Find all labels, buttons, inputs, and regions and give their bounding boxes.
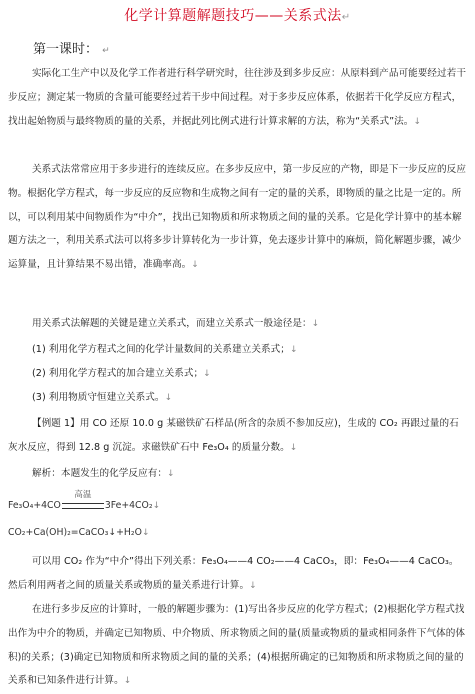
analysis-line: 解析：本题发生的化学反应有：↓ — [32, 468, 175, 479]
paragraph-mark: ↓ — [167, 469, 175, 479]
paragraph-mark: ↓ — [289, 345, 298, 355]
equals-sign — [62, 503, 104, 509]
paragraph-mark: ↓ — [249, 580, 257, 591]
method-item-1: (1) 利用化学方程式之间的化学计量数间的关系建立关系式；↓ — [32, 344, 298, 355]
paragraph-mark: ↵ — [102, 46, 110, 56]
equation-1: Fe₃O₄+4CO 高温 3Fe+4CO₂↓ — [8, 490, 161, 511]
steps-paragraph: 在进行多步反应的计算时，一般的解题步骤为：(1)写出各步反应的化学方程式；(2)根据化学方程式找出作为中介的物质，并确定已知物质、中介物质、所求物质之间的量(质量或物质的量或相同条件下气体的体积)的关系；(3)确定已知物质和所求物质之间的量的关系；(4)根据所确定的已知物质和所求物质之间的量的关系和已知条件进行计算。↓ — [8, 604, 466, 687]
method-paragraph: 关系式法常常应用于多步进行的连续反应。在多步反应中，第一步反应的产物，即是下一步反应的反应物。根据化学方程式，每一步反应的反应物和生成物之间有一定的量的关系，即物质的量之比是一定的。所以，可以利用某中间物质作为“中介”，找出已知物质和所求物质之间的量的关系。它是化学计算中的基本解题方法之一，利用关系式法可以将多步计算转化为一步计算，免去逐步计算中的麻烦，简化解题步骤，减少运算量，且计算结果不易出错，准确率高。↓ — [8, 164, 466, 271]
relation-paragraph: 可以用 CO₂ 作为“中介”得出下列关系：Fe₃O₄——4 CO₂——4 CaCO₃，即：Fe₃O₄——4 CaCO₃。然后利用两者之间的质量关系或物质的量关系进行计算。↓ — [8, 556, 459, 591]
paragraph-mark: ↓ — [311, 319, 320, 329]
paragraph-mark: ↓ — [203, 369, 211, 379]
paragraph-mark: ↓ — [413, 116, 422, 127]
equation-2: CO₂+Ca(OH)₂=CaCO₃↓+H₂O↓ — [8, 527, 150, 538]
paragraph-mark: ↓ — [123, 676, 132, 687]
example-label: 【例题 1】 — [32, 418, 80, 429]
paragraph-mark: ↓ — [152, 501, 161, 511]
intro-paragraph: 实际化工生产中以及化学工作者进行科学研究时，往往涉及到多步反应：从原料到产品可能要经过若干步反应；测定某一物质的含量可能要经过若干步中间过程。对于多步反应体系，依据若干化学反应方程式，找出起始物质与最终物质的量的关系，并据此列比例式进行计算求解的方法，称为“关系式”法。↓ — [8, 68, 466, 127]
paragraph-mark: ↵ — [341, 12, 351, 23]
reaction-condition: 高温 — [74, 490, 92, 500]
document-title: 化学计算题解题技巧——关系式法↵ — [124, 8, 351, 24]
example-paragraph: 【例题 1】用 CO 还原 10.0 g 某磁铁矿石样品(所含的杂质不参加反应)，生成的 CO₂ 再跟过量的石灰水反应，得到 12.8 g 沉淀。求磁铁矿石中 Fe₃O₄ 的质量分数。↓ — [8, 418, 459, 453]
method-item-2: (2) 利用化学方程式的加合建立关系式；↓ — [32, 368, 211, 379]
key-paragraph: 用关系式法解题的关键是建立关系式，而建立关系式一般途径是：↓ — [32, 318, 320, 329]
paragraph-mark: ↓ — [164, 393, 173, 403]
paragraph-mark: ↓ — [289, 442, 298, 453]
method-item-3: (3) 利用物质守恒建立关系式。↓ — [32, 392, 173, 403]
paragraph-mark: ↓ — [191, 260, 199, 271]
lesson-heading: 第一课时： ↵ — [33, 42, 110, 57]
paragraph-mark: ↓ — [141, 528, 150, 538]
